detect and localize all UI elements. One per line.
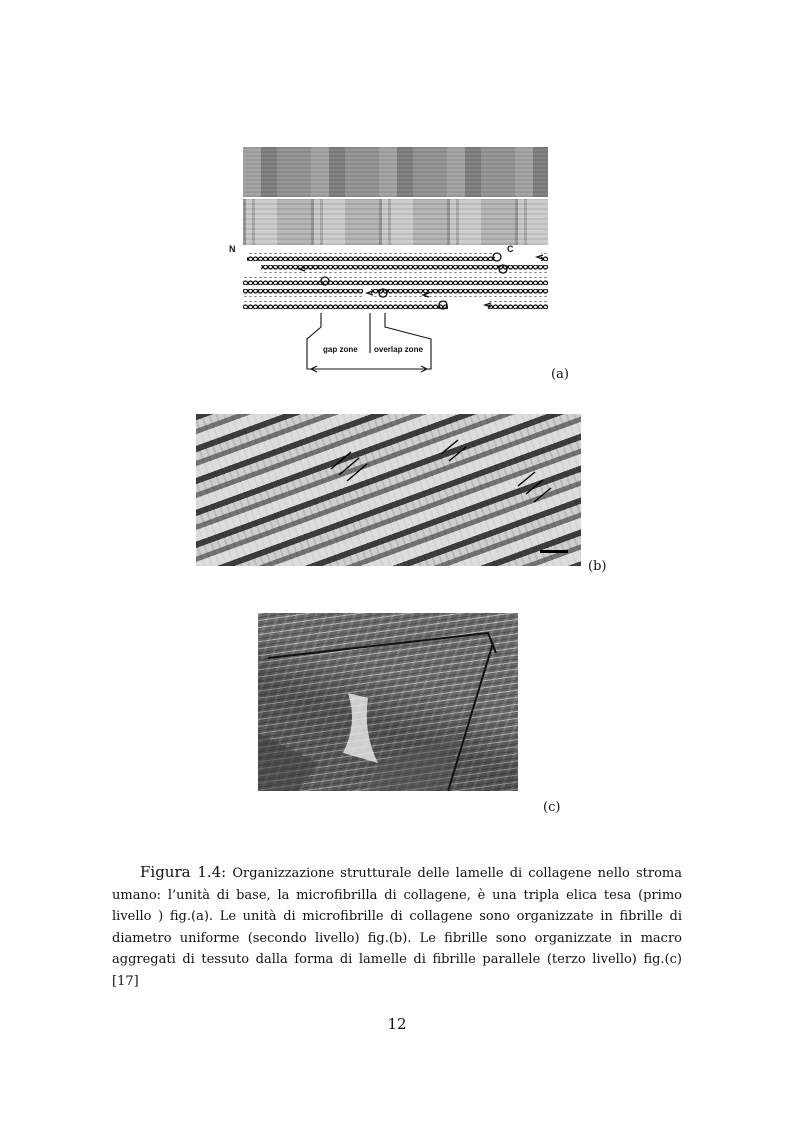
- figure-panel-b: [196, 414, 581, 566]
- em-micrograph-strip-top: [243, 147, 548, 197]
- page-number: 12: [387, 1015, 407, 1033]
- figure-label: Figura 1.4:: [140, 863, 227, 881]
- panel-b-label: (b): [588, 559, 607, 574]
- gap-zone-label: gap zone: [323, 345, 358, 354]
- panel-a-label: (a): [551, 367, 569, 382]
- n-terminus-label: N: [229, 244, 236, 254]
- lamellae-overlay: [258, 613, 518, 791]
- panel-c-label: (c): [543, 800, 561, 815]
- caption-text: Organizzazione strutturale delle lamelle di collagene nello stroma umano: l’unità di base, la microfibrilla di collagene, è una tripla elica tesa (primo livello ) fig.(a). Le unità di microfibrille di collagene sono organizzate in fibrille di diametro uniforme (secondo livello) fig.(b). Le fibrille sono organizzate in macro aggregati di tessuto dalla forma di lamelle di fibrille parallele (terzo livello) fig.(c) [17]: [112, 866, 683, 989]
- overlap-zone-label: overlap zone: [374, 345, 423, 354]
- figure-panel-a: [243, 147, 548, 375]
- triple-helix-diagram: [243, 247, 548, 375]
- figure-panel-c: [258, 613, 518, 791]
- fibril-arrows: [196, 414, 581, 566]
- figure-caption: [112, 862, 682, 992]
- em-micrograph-strip-bottom: [243, 199, 548, 245]
- c-terminus-label: C: [507, 244, 514, 254]
